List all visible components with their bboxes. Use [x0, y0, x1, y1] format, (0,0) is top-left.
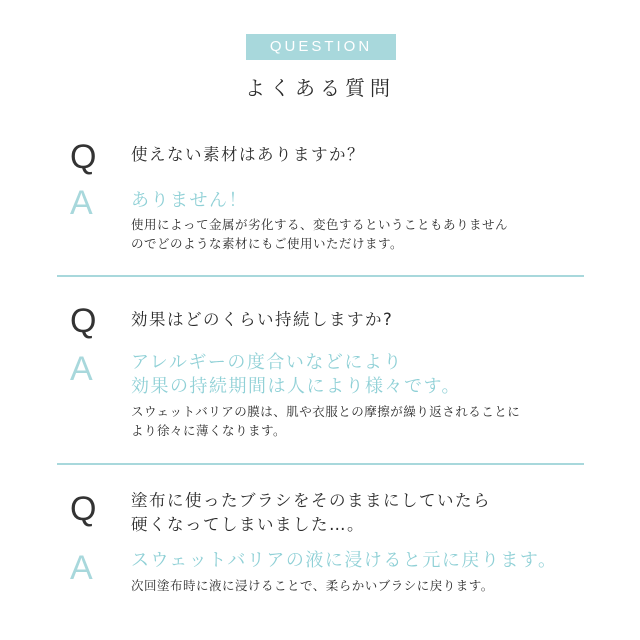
section-divider — [57, 275, 584, 277]
question-text-line: 使えない素材はありますか？ — [131, 145, 365, 164]
answer-mark-letter: A — [70, 184, 93, 222]
question-mark-letter: Q — [70, 490, 97, 528]
answer-mark-letter: A — [70, 549, 93, 587]
answer-heading-line: ありません！ — [131, 190, 248, 211]
answer-body-line: のでどのような素材にもご使用いただけます。 — [131, 236, 404, 251]
question-mark-letter: Q — [70, 302, 97, 340]
answer-heading-line: スウェットバリアの液に浸けると元に戻ります。 — [131, 550, 558, 571]
answer-body-line: スウェットバリアの膜は、肌や衣服との摩擦が繰り返されることに — [131, 404, 521, 419]
answer-body-line: より徐々に薄くなります。 — [131, 423, 287, 438]
answer-heading-line: アレルギーの度合いなどにより — [131, 352, 403, 373]
section-divider — [57, 463, 584, 465]
question-mark-letter: Q — [70, 138, 97, 176]
answer-heading-line: 効果の持続期間は人により様々です。 — [131, 376, 462, 397]
page-title: よくある質問 — [245, 76, 395, 100]
answer-mark-letter: A — [70, 350, 93, 388]
answer-body-line: 次回塗布時に液に浸けることで、柔らかいブラシに戻ります。 — [131, 578, 494, 593]
answer-body-line: 使用によって金属が劣化する、変色するということもありません — [131, 217, 509, 232]
section-badge: QUESTION — [246, 34, 396, 60]
question-text-line: 効果はどのくらい持続しますか? — [131, 310, 394, 329]
question-text-line: 塗布に使ったブラシをそのままにしていたら — [131, 491, 491, 510]
question-text-line: 硬くなってしまいました…。 — [131, 515, 365, 534]
